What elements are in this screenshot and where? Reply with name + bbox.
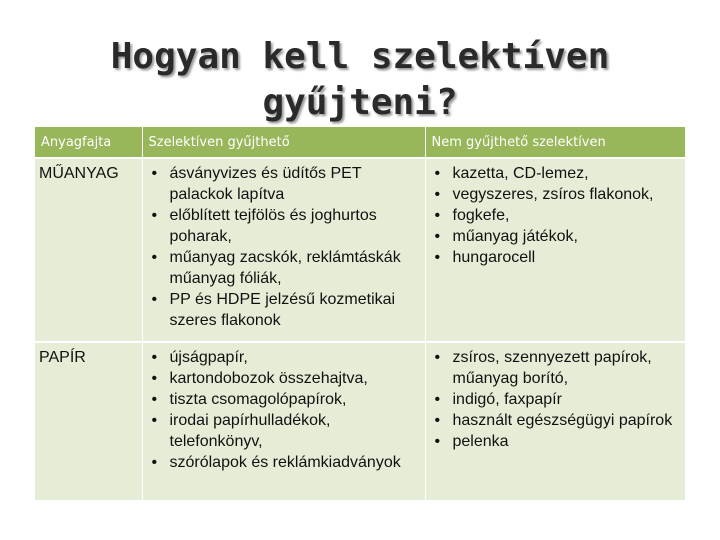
table-header-row xyxy=(35,127,685,158)
collectable-cell xyxy=(142,342,425,500)
page-title xyxy=(0,34,720,126)
list-item: • kazetta, CD-lemez, xyxy=(431,163,680,184)
list-item: • szórólapok és reklámkiadványok xyxy=(148,452,420,473)
list-item: • indigó, faxpapír xyxy=(431,389,680,410)
not-collectable-list xyxy=(431,163,680,268)
collectable-list xyxy=(148,347,420,473)
list-item: • műanyag játékok, xyxy=(431,226,680,247)
table-row-plastic xyxy=(35,158,685,342)
not-collectable-cell xyxy=(425,158,685,342)
list-item: • újságpapír, xyxy=(148,347,420,368)
collectable-list xyxy=(148,163,420,331)
list-item: • zsíros, szennyezett papírok, műanyag borító, xyxy=(431,347,680,389)
sorting-table xyxy=(35,127,686,500)
header-not-collectable: Nem gyűjthető szelektíven xyxy=(425,127,685,158)
list-item: • pelenka xyxy=(431,431,680,452)
list-item: • hungarocell xyxy=(431,247,680,268)
category-cell: PAPÍR xyxy=(35,342,142,500)
collectable-cell xyxy=(142,158,425,342)
title-line-1: Hogyan kell szelektíven xyxy=(110,36,610,78)
category-cell: MŰANYAG xyxy=(35,158,142,342)
table-row-paper xyxy=(35,342,685,500)
header-collectable: Szelektíven gyűjthető xyxy=(142,127,425,158)
list-item: • fogkefe, xyxy=(431,205,680,226)
list-item: • előblített tejfölös és joghurtos poharak, xyxy=(148,205,420,247)
list-item: • tiszta csomagolópapírok, xyxy=(148,389,420,410)
list-item: • kartondobozok összehajtva, xyxy=(148,368,420,389)
list-item: • vegyszeres, zsíros flakonok, xyxy=(431,184,680,205)
header-material: Anyagfajta xyxy=(35,127,142,158)
list-item: • irodai papírhulladékok, telefonkönyv, xyxy=(148,410,420,452)
not-collectable-list xyxy=(431,347,680,452)
list-item: • használt egészségügyi papírok xyxy=(431,410,680,431)
not-collectable-cell xyxy=(425,342,685,500)
list-item: • ásványvizes és üdítős PET palackok lapítva xyxy=(148,163,420,205)
title-line-2: gyűjteni? xyxy=(262,82,458,124)
list-item: • PP és HDPE jelzésű kozmetikai szeres flakonok xyxy=(148,289,420,331)
list-item: • műanyag zacskók, reklámtáskák műanyag fóliák, xyxy=(148,247,420,289)
